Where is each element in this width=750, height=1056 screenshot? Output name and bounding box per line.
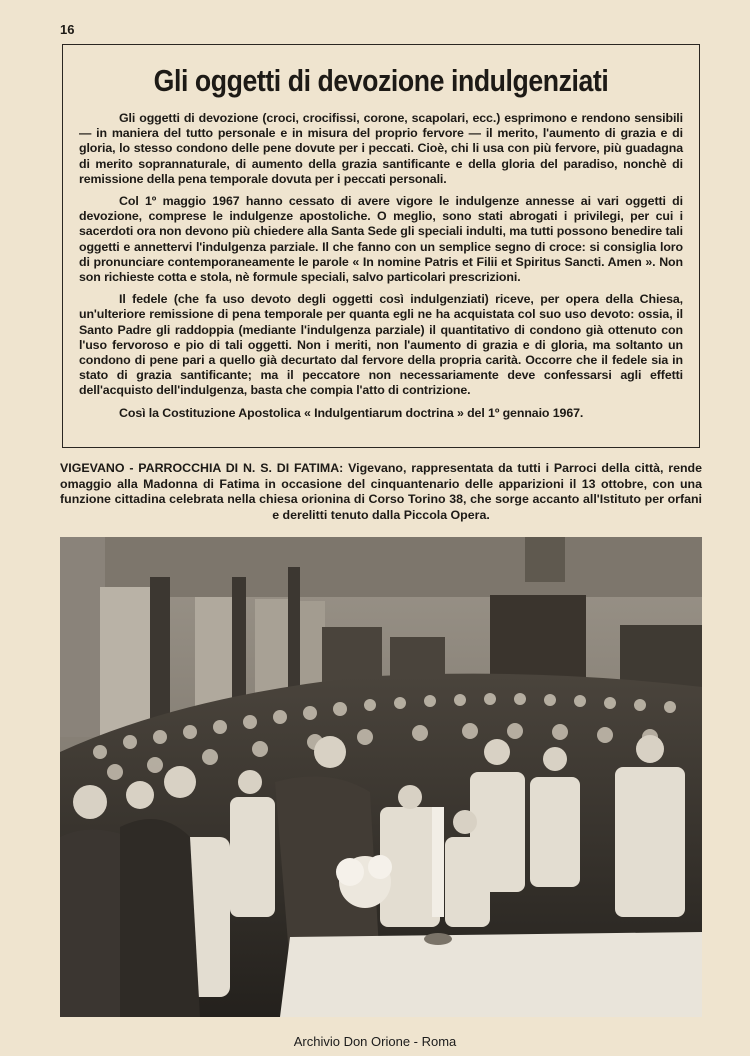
article-paragraph: Col 1º maggio 1967 hanno cessato di avere vigore le indulgenze annesse ai vari oggetti di devozione, comprese le indulgenze apostoliche. O meglio, sono stati abrogati i privilegi, per cui i sacerdoti ora non devono più chiedere alla Santa Sede gli speciali indulti, ma tutti possono benedire tali oggetti e annettervi l'indulgenza parziale. Il che fanno con un semplice segno di croce: si consiglia loro di pronunciare contemporaneamente le parole « In nomine Patris et Filii et Spiritus Sancti. Amen ». Non son richieste cotta e stola, nè formule speciali, salvo particolari prescrizioni. [79, 194, 683, 285]
article-paragraph: Il fedele (che fa uso devoto degli oggetti così indulgenziati) riceve, per opera della Chiesa, un'ulteriore remissione di pena temporale per quanta egli ne ha acquistata col suo uso devoto: ossia, il Santo Padre gli raddoppia (mediante l'indulgenza parziale) il quantitativo di condono già ottenuto con l'uso fervoroso e pio di tali oggetti. Non i meriti, non l'aumento di grazia e di gloria, ma soltanto un condono di pene pari a quello già decurtato dal fervore della propria carità. Occorre che il fedele sia in stato di grazia santificante; ma il peccatore non necessariamente deve confessarsi agli effetti dell'acquisto dell'indulgenza, basta che compia l'atto di contrizione. [79, 292, 683, 398]
page-number: 16 [60, 22, 75, 37]
article-title: Gli oggetti di devozione indulgenziati [153, 63, 609, 98]
church-photo [60, 537, 702, 1017]
article-box [62, 44, 700, 448]
archive-credit: Archivio Don Orione - Roma [293, 1034, 457, 1049]
photo-caption: VIGEVANO - PARROCCHIA DI N. S. DI FATIMA: Vigevano, rappresentata da tutti i Parroci della città, rende omaggio alla Madonna di Fatima in occasione del cinquantenario delle apparizioni il 13 ottobre, con una funzione cittadina celebrata nella chiesa orionina di Corso Torino 38, che sorge accanto all'Istituto per orfani e derelitti tenuto dalla Piccola Opera. [60, 461, 702, 522]
article-paragraph: Gli oggetti di devozione (croci, crocifissi, corone, scapolari, ecc.) esprimono e rendono sensibili — in maniera del tutto personale e in misura del proprio fervore — il merito, l'aumento di grazia e di gloria, lo stesso condono delle pene dovute per i peccati. Cioè, chi li usa con più fervore, più guadagna di merito soprannaturale, di aumento della grazia santificante e della gloria del paradiso, nonchè di remissione della pena temporale dovuta per i peccati personali. [79, 111, 683, 186]
article-paragraph: Così la Costituzione Apostolica « Indulgentiarum doctrina » del 1º gennaio 1967. [119, 405, 584, 420]
church-ceremony-illustration [60, 537, 702, 1017]
